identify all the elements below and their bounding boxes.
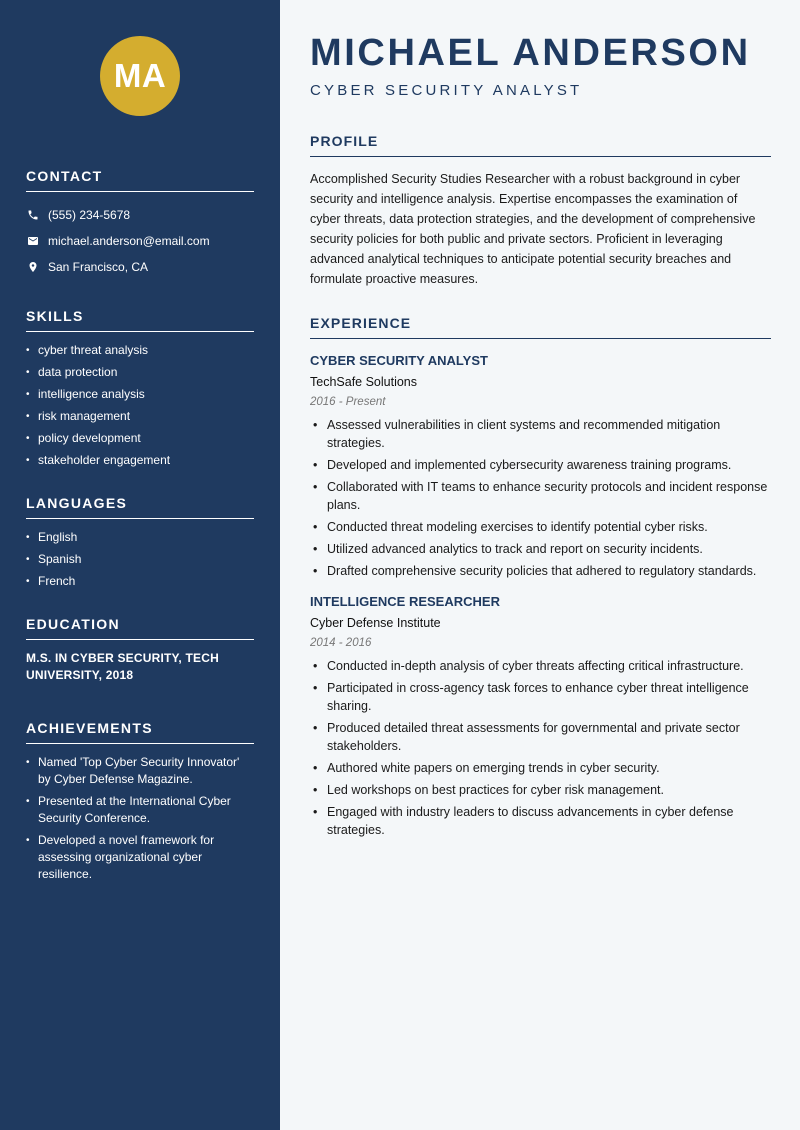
list-item: • stakeholder engagement <box>26 452 254 469</box>
contact-phone <box>26 202 254 228</box>
list-item: • Named 'Top Cyber Security Innovator' by Cyber Defense Magazine. <box>26 754 254 788</box>
job-bullets <box>310 416 771 580</box>
job-company: Cyber Defense Institute <box>310 616 441 630</box>
contact-title: CONTACT <box>26 168 254 192</box>
education-title: EDUCATION <box>26 616 254 640</box>
languages-title: LANGUAGES <box>26 495 254 519</box>
job-title: INTELLIGENCE RESEARCHER <box>310 594 500 609</box>
contact-section <box>26 168 254 280</box>
avatar-initials: MA <box>113 57 167 94</box>
location-text: San Francisco, CA <box>48 260 149 274</box>
job-company: TechSafe Solutions <box>310 375 418 389</box>
skills-list <box>26 342 254 469</box>
experience-section <box>310 315 771 839</box>
phone-icon <box>26 208 40 222</box>
list-item: • intelligence analysis <box>26 386 254 403</box>
list-item: • Utilized advanced analytics to track and report on security incidents. <box>310 540 771 558</box>
list-item: • Conducted threat modeling exercises to identify potential cyber risks. <box>310 518 771 536</box>
list-item: • Developed and implemented cybersecurity awareness training programs. <box>310 456 771 474</box>
list-item: • Spanish <box>26 551 254 568</box>
mail-icon <box>26 234 40 248</box>
list-item: • cyber threat analysis <box>26 342 254 359</box>
list-item: • English <box>26 529 254 546</box>
location-pin-icon <box>26 260 40 274</box>
list-item: • Led workshops on best practices for cyber risk management. <box>310 781 771 799</box>
phone-text: (555) 234-5678 <box>48 208 131 222</box>
skills-title: SKILLS <box>26 308 254 332</box>
education-degree: M.S. IN CYBER SECURITY, TECH UNIVERSITY, 2018 <box>26 651 219 682</box>
job-title: CYBER SECURITY ANALYST <box>310 353 488 368</box>
achievements-title: ACHIEVEMENTS <box>26 720 254 744</box>
main-content <box>280 0 800 1130</box>
candidate-role: CYBER SECURITY ANALYST <box>310 82 583 99</box>
achievements-section <box>26 720 254 883</box>
list-item: • Developed a novel framework for assessing organizational cyber resilience. <box>26 832 254 883</box>
achievements-list <box>26 754 254 883</box>
email-text: michael.anderson@email.com <box>48 234 210 248</box>
languages-section <box>26 495 254 590</box>
profile-text: Accomplished Security Studies Researcher with a robust background in cyber security and intelligence analysis. Expertise encompasses the examination of cyber threats, data protection strategies, and the development of comprehensive security policies for both public and private sectors. Proficient in leveraging advanced analytical techniques to anticipate potential security breaches and formulate proactive measures. <box>310 172 756 286</box>
avatar <box>100 36 180 116</box>
job-bullets <box>310 657 771 839</box>
list-item: • Engaged with industry leaders to discuss advancements in cyber defense strategies. <box>310 803 771 839</box>
candidate-name: MICHAEL ANDERSON <box>310 32 751 74</box>
contact-location <box>26 254 254 280</box>
education-section <box>26 616 254 684</box>
list-item: • Participated in cross-agency task forces to enhance cyber threat intelligence sharing. <box>310 679 771 715</box>
list-item: • Authored white papers on emerging trends in cyber security. <box>310 759 771 777</box>
list-item: • risk management <box>26 408 254 425</box>
contact-list <box>26 202 254 280</box>
job-dates: 2016 - Present <box>310 396 386 408</box>
job-entry <box>310 594 771 839</box>
languages-list <box>26 529 254 590</box>
list-item: • Drafted comprehensive security policies that adhered to regulatory standards. <box>310 562 771 580</box>
experience-title: EXPERIENCE <box>310 315 771 339</box>
profile-title: PROFILE <box>310 133 771 157</box>
list-item: • Conducted in-depth analysis of cyber threats affecting critical infrastructure. <box>310 657 771 675</box>
profile-section <box>310 133 771 289</box>
list-item: • Presented at the International Cyber Security Conference. <box>26 793 254 827</box>
job-dates: 2014 - 2016 <box>310 637 372 649</box>
job-entry <box>310 353 771 580</box>
list-item: • policy development <box>26 430 254 447</box>
list-item: • Collaborated with IT teams to enhance security protocols and incident response plans. <box>310 478 771 514</box>
list-item: • French <box>26 573 254 590</box>
list-item: • Assessed vulnerabilities in client systems and recommended mitigation strategies. <box>310 416 771 452</box>
sidebar <box>0 0 280 1130</box>
list-item: • Produced detailed threat assessments for governmental and private sector stakeholders. <box>310 719 771 755</box>
contact-email <box>26 228 254 254</box>
skills-section <box>26 308 254 469</box>
list-item: • data protection <box>26 364 254 381</box>
